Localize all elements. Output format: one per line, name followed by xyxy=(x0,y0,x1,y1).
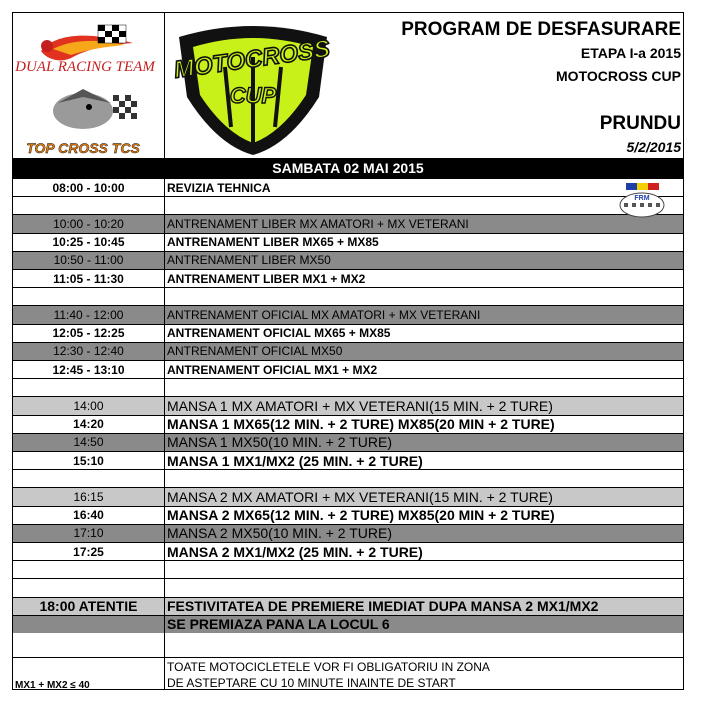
table-row xyxy=(13,287,683,305)
event-cell: ANTRENAMENT LIBER MX50 xyxy=(165,252,683,269)
table-row xyxy=(13,196,683,214)
time-cell: 16:40 xyxy=(73,508,104,523)
table-row xyxy=(13,597,683,615)
table-row xyxy=(13,578,683,596)
event-cell: ANTRENAMENT OFICIAL MX65 + MX85 xyxy=(167,326,391,341)
table-row xyxy=(13,560,683,578)
day-banner: SAMBATA 02 MAI 2015 xyxy=(13,158,683,178)
event-cell: MANSA 2 MX AMATORI + MX VETERANI(15 MIN. + 2 TURE) xyxy=(165,488,683,505)
time-cell: 16:15 xyxy=(13,488,164,505)
logo-cup-text: CUP xyxy=(229,83,277,108)
footer-note xyxy=(165,658,683,691)
table-row xyxy=(13,542,683,560)
table-row xyxy=(13,506,683,524)
schedule-sheet xyxy=(12,12,684,690)
time-cell: 18:00 ATENTIE xyxy=(13,598,164,615)
event-cell xyxy=(165,197,683,214)
time-cell xyxy=(13,379,164,396)
motocross-cup-logo xyxy=(169,17,337,157)
table-row xyxy=(13,524,683,542)
event-cell: REVIZIA TEHNICA xyxy=(167,180,271,195)
table-row xyxy=(13,615,683,633)
table-row xyxy=(13,342,683,360)
event-cell xyxy=(165,579,683,596)
footer-note-line1: TOATE MOTOCICLETELE VOR FI OBLIGATORIU IN ZONA xyxy=(167,659,490,674)
event-cell: ANTRENAMENT LIBER MX AMATORI + MX VETERANI xyxy=(165,215,683,232)
table-row xyxy=(13,178,683,196)
dual-racing-team-text: DUAL RACING TEAM xyxy=(15,59,155,75)
event-cell: FESTIVITATEA DE PREMIERE IMEDIAT DUPA MANSA 2 MX1/MX2 xyxy=(165,598,683,615)
top-cross-text: TOP CROSS TCS xyxy=(26,140,140,156)
event-cell: ANTRENAMENT OFICIAL MX50 xyxy=(165,343,683,360)
stage-label: ETAPA I-a 2015 xyxy=(580,45,681,61)
time-cell xyxy=(13,288,164,305)
table-row xyxy=(13,324,683,342)
event-cell xyxy=(165,561,683,578)
event-cell: ANTRENAMENT OFICIAL MX1 + MX2 xyxy=(167,362,378,377)
time-cell: 14:00 xyxy=(13,397,164,414)
table-row xyxy=(13,269,683,287)
event-cell: MANSA 2 MX65(12 MIN. + 2 TURE) MX85(20 MIN + 2 TURE) xyxy=(167,507,555,524)
event-cell: MANSA 2 MX1/MX2 (25 MIN. + 2 TURE) xyxy=(167,543,423,560)
time-cell: 17:25 xyxy=(73,544,104,559)
event-cell xyxy=(165,379,683,396)
event-cell: MANSA 1 MX AMATORI + MX VETERANI(15 MIN. + 2 TURE) xyxy=(165,397,683,414)
frm-text: FRM xyxy=(634,195,650,202)
footer-row xyxy=(13,657,683,691)
event-cell: ANTRENAMENT LIBER MX1 + MX2 xyxy=(167,271,366,286)
event-cell: ANTRENAMENT LIBER MX65 + MX85 xyxy=(167,235,379,250)
table-row xyxy=(13,360,683,378)
table-row xyxy=(13,214,683,232)
table-row xyxy=(13,251,683,269)
time-cell xyxy=(13,616,164,633)
footer-note-line2: DE ASTEPTARE CU 10 MINUTE INAINTE DE START xyxy=(167,675,456,690)
time-cell: 15:10 xyxy=(73,453,104,468)
time-cell: 17:10 xyxy=(13,525,164,542)
table-row xyxy=(13,469,683,487)
event-cell: ANTRENAMENT OFICIAL MX AMATORI + MX VETERANI xyxy=(165,306,683,323)
table-row xyxy=(13,451,683,469)
time-cell: 14:50 xyxy=(13,434,164,451)
time-cell xyxy=(13,470,164,487)
event-cell xyxy=(165,288,683,305)
event-cell: MANSA 2 MX50(10 MIN. + 2 TURE) xyxy=(165,525,683,542)
time-cell: 11:05 - 11:30 xyxy=(53,271,124,286)
program-title: PROGRAM DE DESFASURARE xyxy=(401,19,681,40)
table-row xyxy=(13,233,683,251)
location-label: PRUNDU xyxy=(599,113,681,134)
time-cell: 12:05 - 12:25 xyxy=(52,326,125,341)
table-row xyxy=(13,415,683,433)
table-row xyxy=(13,396,683,414)
date-label: 5/2/2015 xyxy=(626,139,681,155)
cup-label: MOTOCROSS CUP xyxy=(556,68,681,84)
time-cell xyxy=(13,197,164,214)
table-row xyxy=(13,305,683,323)
participant-limit: MX1 + MX2 ≤ 40 xyxy=(15,680,90,691)
header xyxy=(165,13,684,158)
event-cell: MANSA 1 MX50(10 MIN. + 2 TURE) xyxy=(165,434,683,451)
event-cell xyxy=(165,470,683,487)
team-logos-graphic xyxy=(13,13,164,158)
table-row xyxy=(13,433,683,451)
event-cell: MANSA 1 MX1/MX2 (25 MIN. + 2 TURE) xyxy=(167,452,423,469)
time-cell: 10:25 - 10:45 xyxy=(52,235,125,250)
time-cell: 10:50 - 11:00 xyxy=(13,252,164,269)
time-cell: 11:40 - 12:00 xyxy=(13,306,164,323)
time-cell xyxy=(13,561,164,578)
time-cell: 08:00 - 10:00 xyxy=(52,180,125,195)
time-cell: 10:00 - 10:20 xyxy=(13,215,164,232)
sponsor-logos xyxy=(13,13,164,158)
time-cell: 12:30 - 12:40 xyxy=(13,343,164,360)
frm-federation-logo xyxy=(612,181,672,221)
event-cell: MANSA 1 MX65(12 MIN. + 2 TURE) MX85(20 MIN + 2 TURE) xyxy=(167,416,555,433)
time-cell xyxy=(13,579,164,596)
logo-motocross-text: MOTOCROSS xyxy=(172,35,332,84)
event-cell: SE PREMIAZA PANA LA LOCUL 6 xyxy=(165,616,683,633)
table-row xyxy=(13,378,683,396)
table-row xyxy=(13,487,683,505)
time-cell: 14:20 xyxy=(73,417,104,432)
time-cell: 12:45 - 13:10 xyxy=(52,362,125,377)
